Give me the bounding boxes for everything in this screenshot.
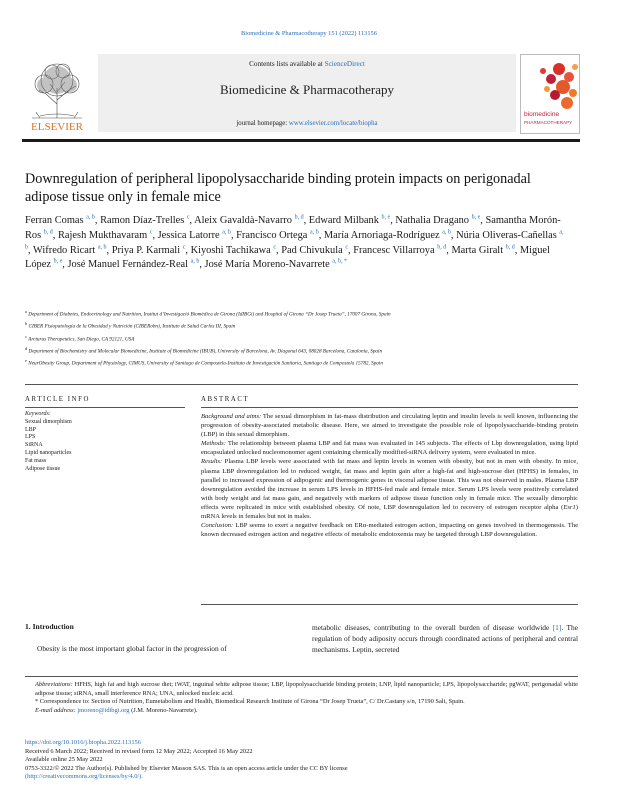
results-text-1: Plasma LBP levels were associated with fat mass and leptin levels in women with obesity, but not in men with obesity. In mice, plasma LBP downregulation led to reduced weight, fat mass and leptin gain after a high-fat and high-sucrose diet (HFHS) in females, in parallel to increased expression of adipogenic and thermogenic genes in visceral adipose tissue. This was not observed in males. Plasma LBP downregulation avoided the increase in serum LPS levels in HFHS-fed male and female mice. Serum LPS levels were positively correlated with body weight and fat mass gain, and negatively with markers of adipose tissue function only in female mice. The sexually dimorphic effects were replicated in mice with established obesity. Of note, LBP downregulation led to recovery of estrogen receptor alpha ( (201, 458, 578, 511)
author-name-text: Edward Milbank (308, 215, 379, 226)
affiliation-marker: c (25, 333, 27, 339)
affiliation-marker: a (25, 309, 27, 314)
author-name[interactable] (194, 215, 303, 226)
methods-text: The relationship between plasma LBP and fat mass was evaluated in 145 subjects. The effects of Lbp downregulation, using lipid encapsulated unlocked nucleomonomer agent containing chemically modified-siRNA delivery system, were evaluated in mice. (201, 440, 578, 457)
author-name[interactable] (100, 215, 189, 226)
affiliation-marker: e (25, 358, 27, 364)
author-name-text: Priya P. Karmali (111, 244, 181, 256)
license-link[interactable]: (http://creativecommons.org/licenses/by/4.0/). (25, 773, 143, 781)
elsevier-logo[interactable] (22, 54, 92, 134)
author-name[interactable] (309, 215, 390, 226)
author-name[interactable] (158, 230, 231, 241)
author-name[interactable] (395, 215, 480, 226)
author-name-text: Nathalia Dragano (395, 215, 469, 226)
author-name-text: Francisco Ortega (236, 229, 308, 241)
author-affiliation-marker[interactable]: a, b (86, 214, 95, 221)
author-name-text: Rajesh Mukthavaram (57, 229, 148, 241)
author-affiliation-marker[interactable]: b, e (381, 214, 391, 221)
author-affiliation-marker[interactable]: b, d (294, 214, 304, 221)
author-name[interactable] (324, 230, 451, 241)
abstract-results (201, 457, 578, 521)
abstract-end-rule (201, 604, 578, 605)
author-name-text: José María Moreno-Navarrete (204, 259, 330, 271)
author-affiliation-marker[interactable]: c (149, 229, 153, 236)
journal-info-band (98, 54, 516, 132)
author-name[interactable] (191, 245, 276, 256)
abstract-body (201, 412, 578, 539)
author-affiliation-marker[interactable]: c (273, 244, 277, 251)
author-name-text: María Arnoriaga-Rodríguez (323, 229, 440, 241)
publisher-logo-text: ELSEVIER (31, 121, 83, 133)
license-text: 0753-3322/© 2022 The Author(s). Published by Elsevier Masson SAS. This is an open access article under the CC BY license (25, 764, 348, 772)
author-name-text: Ramon Díaz-Trelles (100, 215, 185, 226)
author-affiliation-marker[interactable]: a, b (310, 229, 319, 236)
author-name[interactable] (353, 245, 446, 256)
keyword-item: LPS (25, 434, 36, 441)
email-footnote (25, 707, 578, 716)
doi-link[interactable]: https://doi.org/10.1016/j.biopha.2022.113156 (25, 739, 141, 746)
author-affiliation-marker[interactable]: a, b (25, 229, 564, 251)
results-text-2: ) mRNA levels in females but not in males. (201, 503, 578, 521)
intro-right-text-2: . The regulation of body adiposity occurs through coordinated actions of peripheral and central mechanisms. Leptin, secreted (312, 623, 578, 654)
author-name-text: Pad Chivukula (281, 244, 343, 256)
author-name[interactable] (281, 245, 348, 256)
email-link[interactable]: jmoreno@idibgi.org (77, 707, 130, 715)
keyword-item: Fat mass (25, 457, 47, 464)
affiliation-item (25, 320, 565, 331)
article-title: Downregulation of peripheral lipopolysaccharide binding protein impacts on perigonadal adipose tissue only in female mice (25, 171, 531, 205)
journal-cover-thumbnail[interactable] (520, 54, 580, 134)
abbreviations-label: Abbreviations: (35, 681, 73, 688)
affiliation-text: Department of Diabetes, Endocrinology and Nutrition, Institut d’Investigació Biomèdica de Girona (IdIBGi) and Hospital of Girona “Dr Josep Trueta”, 17007 Girona, Spain (28, 311, 391, 318)
keywords-list (25, 419, 185, 474)
keyword-item: Lipid nanoparticles (25, 449, 72, 456)
abstract-background (201, 412, 578, 439)
author-affiliation-marker[interactable]: b, d (437, 244, 447, 251)
results-label: Results: (201, 458, 223, 466)
received-dates: Received 6 March 2022; Received in revised form 12 May 2022; Accepted 16 May 2022 (25, 747, 253, 755)
author-name[interactable] (236, 230, 319, 241)
author-affiliation-marker[interactable]: a, b (442, 229, 451, 236)
conclusion-text: LBP seems to exert a negative feedback on ERα-mediated estrogen action, impacting on genes involved in thermogenesis. The known decreased estrogen action and negative effects of metabolic endotoxemia may be targeted through LBP downregulation. (201, 522, 578, 539)
keywords-block (25, 411, 185, 473)
contents-prefix: Contents lists available at (249, 60, 325, 68)
abstract-rule (201, 407, 578, 408)
article-info-heading: ARTICLE INFO (25, 396, 91, 403)
correspondence-footnote: * Correspondence to: Section of Nutrition, Eumetabolism and Health, Biomedical Research Institute of Girona “Dr Josep Trueta”, C/ Dr.Castany s/n, 17190 Salt, Spain. (35, 698, 465, 706)
background-label: Background and aims: (201, 413, 262, 420)
intro-right-text-1: metabolic diseases, contributing to the overall burden of disease worldwide (312, 623, 553, 632)
author-affiliation-marker[interactable]: a, b, * (332, 258, 348, 265)
author-affiliation-marker[interactable]: b, e (53, 258, 63, 265)
keyword-item: Adipose tissue (25, 465, 61, 472)
author-affiliation-marker[interactable]: a, b (222, 229, 231, 236)
author-affiliation-marker[interactable]: c (182, 244, 186, 251)
affiliation-marker: b (25, 321, 28, 327)
keyword-item: SiRNA (25, 442, 43, 449)
author-name-text: Núria Oliveras-Cañellas (456, 229, 557, 241)
elsevier-tree-icon (22, 54, 92, 134)
affiliation-text: CIBER Fisiopatología de la Obesidad y Nutrición (CIBERobn), Instituto de Salud Carlos III, Spain (28, 324, 236, 331)
abstract-conclusion (201, 521, 578, 539)
header-rule (22, 139, 580, 142)
affiliation-text: Department of Biochemistry and Molecular Biomedicine, Institute of Biomedicine (IBUB), University of Barcelona, Av. Diagonal 643, 08028 Barcelona, Catalonia, Spain (28, 348, 383, 355)
author-affiliation-marker[interactable]: c (186, 214, 190, 221)
author-name[interactable] (33, 245, 106, 256)
introduction-right-column (312, 623, 578, 655)
author-name-text: Francesc Villarroya (353, 244, 435, 256)
author-affiliation-marker[interactable]: b, d (43, 229, 53, 236)
journal-reference-link[interactable]: Biomedicine & Pharmacotherapy 151 (2022) 113156 (241, 30, 377, 37)
author-affiliation-marker[interactable]: b, d (505, 244, 515, 251)
sciencedirect-link[interactable]: ScienceDirect (324, 60, 365, 68)
cover-title-line2: PHARMACOTHERAPY (524, 120, 573, 125)
author-affiliation-marker[interactable]: a, b (97, 244, 107, 251)
introduction-left-column: Obesity is the most important global factor in the progression of (37, 644, 227, 653)
author-name[interactable] (112, 245, 186, 256)
affiliation-marker: d (25, 345, 28, 351)
affiliation-item (25, 333, 565, 344)
online-date: Available online 25 May 2022 (25, 756, 103, 764)
publication-info (25, 739, 578, 782)
abbreviations-footnote (25, 681, 578, 698)
homepage-prefix: journal homepage: (236, 120, 289, 127)
abstract-methods (201, 439, 578, 457)
homepage-line (98, 120, 516, 127)
journal-cover-art-icon (521, 55, 579, 133)
author-name-text: Ferran Comas (25, 215, 84, 226)
cover-title-line1: biomedicine (524, 111, 560, 118)
author-name-text: Jessica Latorre (157, 229, 220, 241)
author-affiliation-marker[interactable]: c (345, 244, 348, 251)
footnote-rule (25, 676, 578, 677)
affiliation-item (25, 308, 565, 319)
methods-label: Methods: (201, 440, 226, 448)
keyword-item: Sexual dimorphism (25, 418, 72, 425)
author-affiliation-marker[interactable]: a, b (190, 258, 200, 265)
author-name-text: José Manuel Fernández-Real (67, 259, 189, 271)
author-name-text: Samantha Morón-Ros (25, 215, 561, 241)
email-name: (J.M. Moreno-Navarrete). (129, 707, 198, 715)
background-text: The sexual dimorphism in fat-mass distribution and circulating leptin and insulin levels is well known, influencing the progression of obesity-associated metabolic disease. Here, we aimed to investigate the possible role of lipopolysaccharide-binding protein (LBP) in this sexual dimorphism. (201, 413, 578, 439)
contents-line (98, 60, 516, 68)
article-info-rule (25, 407, 185, 408)
author-name-text: Aleix Gavaldà-Navarro (194, 215, 292, 226)
footnotes (25, 681, 578, 716)
reference-link[interactable]: [1] (552, 623, 562, 632)
affiliation-text: Arcturus Therapeutics, San Diego, CA 92121, USA (28, 336, 135, 343)
introduction-heading: 1. Introduction (25, 622, 74, 631)
section-rule (25, 384, 578, 385)
email-label: E-mail address: (35, 707, 76, 715)
author-name-text: Marta Giralt (451, 244, 504, 256)
author-name[interactable] (58, 230, 152, 241)
affiliation-item (25, 345, 565, 356)
keyword-item: LBP (25, 426, 37, 433)
author-name-text: Miguel López (25, 244, 550, 271)
author-name[interactable] (451, 245, 514, 256)
keywords-label: Keywords: (25, 411, 51, 417)
author-name-text: Kiyoshi Tachikawa (190, 244, 271, 256)
journal-title: Biomedicine & Pharmacotherapy (219, 82, 394, 97)
abbreviations-text: HFHS, high fat and high sucrose diet; iWAT, inguinal white adipose tissue; LBP, lipopolysaccharide binding protein; LNP, lipid nanoparticle; LPS, lipopolysaccharide; pgWAT, perigonadal white adipose tissue; siRNA, small interference RNA; UNA, unlocked nucleic acid. (35, 681, 578, 697)
affiliation-list (25, 308, 565, 370)
author-name[interactable] (205, 259, 348, 270)
author-name[interactable] (67, 259, 199, 270)
journal-homepage-link[interactable]: www.elsevier.com/locate/biopha (288, 120, 378, 127)
author-name[interactable] (25, 215, 95, 226)
abstract-heading: ABSTRACT (201, 396, 250, 403)
journal-header (22, 50, 580, 136)
results-gene: Esr1 (563, 503, 576, 511)
affiliation-item (25, 357, 565, 368)
conclusion-label: Conclusion: (201, 522, 234, 530)
author-name-text: Wifredo Ricart (33, 244, 96, 256)
author-list: Ferran Comas $^{a, b}$, Ramon Díaz-Trelles $^c$, Aleix Gavaldà-Navarro $^{b, d}$, Edward Milbank $^{b, e}$, Nathalia Dragano $^{b, e}$, Samantha Morón-Ros $^{b, d}$, Rajesh Mukthavaram $^c$, Jessica Latorre $^{a, b}$, Francisco Ortega $^{a, b}$, María Arnoriaga-Rodríguez $^{a, b}$, Núria Oliveras-Cañellas $^{a, b}$, Wifredo Ricart $^{a, b}$, Priya P. Karmali $^c$, Kiyoshi Tachikawa $^c$, Pad Chivukula $^c$, Francesc Villarroya $^{b, d}$, Marta Giralt $^{b, d}$, Miguel López $^{b, e}$, José Manuel Fernández-Real $^{a, b}$, José María Moreno-Navarrete $^{a, b, *}$ (25, 214, 564, 271)
affiliation-text: NeurObesity Group, Department of Physiology, CIMUS, University of Santiago de Compostela-Instituto de Investigación Sanitaria, Santiago de Compostela 15782, Spain (28, 361, 383, 368)
author-affiliation-marker[interactable]: b, e (471, 214, 481, 221)
